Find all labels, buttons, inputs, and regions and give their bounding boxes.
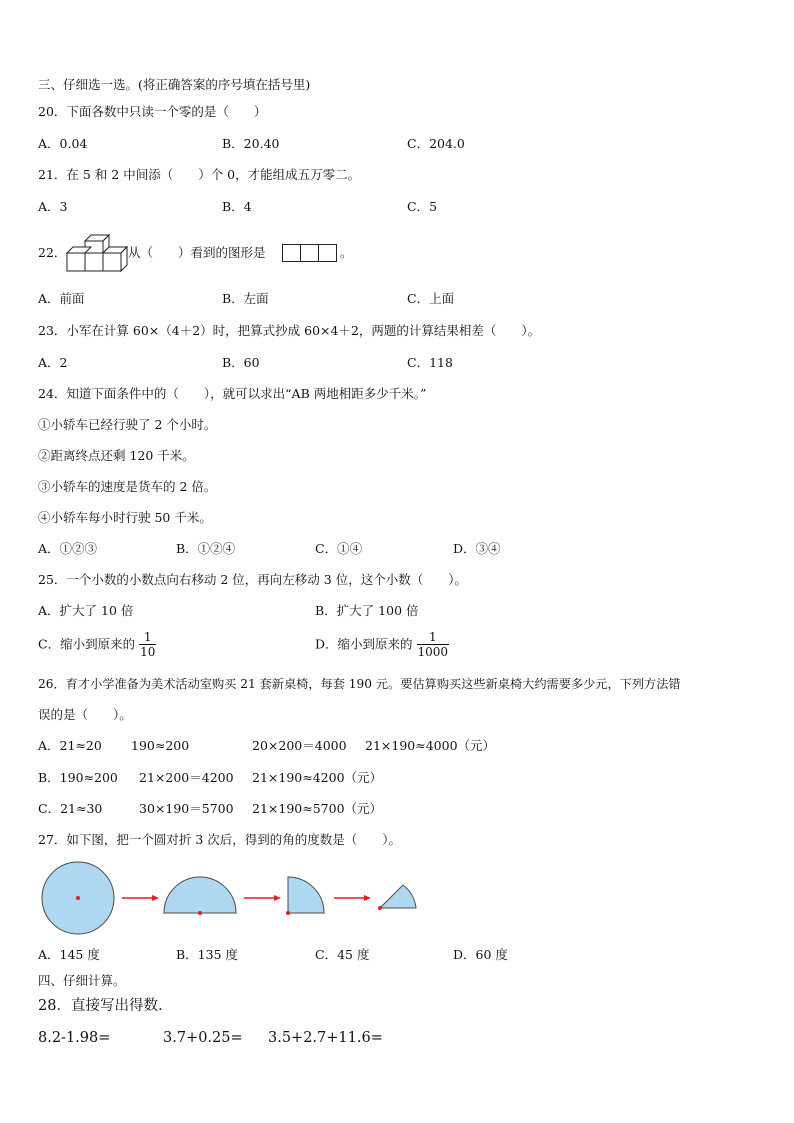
fraction-one-tenth <box>139 630 156 659</box>
q25-option-d[interactable] <box>315 630 449 659</box>
section-title-4: 四、仔细计算。 <box>38 973 126 988</box>
q26-c-part2: 30×190＝5700 <box>139 801 234 816</box>
q28-item-1: 8.2-1.98= <box>38 1030 111 1046</box>
question-24-stem: 24．知道下面条件中的（ ），就可以求出“AB 两地相距多少千米。” <box>38 386 427 401</box>
q20-option-a[interactable]: A．0.04 <box>38 136 88 151</box>
arrowhead-icon <box>152 895 159 901</box>
q27-option-b[interactable]: B．135 度 <box>176 947 239 962</box>
q26-a-part2: 190≈200 <box>131 738 190 753</box>
q24-option-c[interactable]: C．①④ <box>315 541 363 556</box>
section-title-3: 三、仔细选一选。(将正确答案的序号填在括号里) <box>38 77 311 92</box>
arrowhead-icon <box>364 895 371 901</box>
question-20-stem: 20．下面各数中只读一个零的是（ ） <box>38 104 267 119</box>
q21-option-b[interactable]: B．4 <box>222 199 252 214</box>
q24-condition-4: ④小轿车每小时行驶 50 千米。 <box>38 510 212 525</box>
question-22-stem: 从（ ）看到的图形是 <box>128 245 266 260</box>
center-dot <box>198 911 202 915</box>
q25-option-c-label: C．缩小到原来的 <box>38 636 136 652</box>
q27-option-a[interactable]: A．145 度 <box>38 947 100 962</box>
cube-stack-figure <box>67 233 127 275</box>
fraction-one-thousandth <box>417 630 450 659</box>
q23-option-a[interactable]: A．2 <box>38 355 68 370</box>
question-23-stem: 23．小军在计算 60×（4＋2）时，把算式抄成 60×4＋2，两题的计算结果相差（ ）。 <box>38 323 541 338</box>
q26-b-part2: 21×200＝4200 <box>139 770 234 785</box>
q24-condition-2: ②距离终点还剩 120 千米。 <box>38 448 195 463</box>
q26-c-part3: 21×190≈5700（元） <box>252 801 383 816</box>
q21-option-a[interactable]: A．3 <box>38 199 68 214</box>
q23-option-b[interactable]: B．60 <box>222 355 260 370</box>
q21-option-c[interactable]: C．5 <box>407 199 438 214</box>
question-27-stem: 27．如下图，把一个圆对折 3 次后，得到的角的度数是（ ）。 <box>38 832 402 847</box>
center-dot <box>286 911 290 915</box>
q24-condition-3: ③小轿车的速度是货车的 2 倍。 <box>38 479 217 494</box>
center-dot <box>76 896 80 900</box>
q22-option-c[interactable]: C．上面 <box>407 291 455 306</box>
arrowhead-icon <box>274 895 281 901</box>
half-circle-shape <box>164 877 236 913</box>
q27-option-c[interactable]: C．45 度 <box>315 947 370 962</box>
fraction-denominator: 10 <box>140 645 156 659</box>
q27-option-d[interactable]: D．60 度 <box>453 947 508 962</box>
q28-item-2: 3.7+0.25= <box>163 1030 243 1046</box>
q26-c-part1: C．21≈30 <box>38 801 103 816</box>
fraction-numerator: 1 <box>143 630 152 644</box>
q23-option-c[interactable]: C．118 <box>407 355 453 370</box>
fraction-denominator: 1000 <box>417 645 449 659</box>
q25-option-d-label: D．缩小到原来的 <box>315 636 413 652</box>
q25-option-a[interactable]: A．扩大了 10 倍 <box>38 603 134 618</box>
fraction-numerator: 1 <box>428 630 437 644</box>
q20-option-c[interactable]: C．204.0 <box>407 136 465 151</box>
q26-a-part3: 20×200＝4000 <box>252 738 347 753</box>
center-dot <box>378 906 382 910</box>
question-26-stem-line1: 26．育才小学准备为美术活动室购买 21 套新桌椅，每套 190 元。要估算购买这些新桌椅大约需要多少元，下列方法错 <box>38 677 681 691</box>
q26-a-part4: 21×190≈4000（元） <box>365 738 496 753</box>
question-22-number: 22． <box>38 245 67 260</box>
question-21-stem: 21．在 5 和 2 中间添（ ）个 0，才能组成五万零二。 <box>38 167 361 182</box>
quarter-circle-shape <box>288 877 324 913</box>
q24-option-a[interactable]: A．①②③ <box>38 541 98 556</box>
question-25-stem: 25．一个小数的小数点向右移动 2 位，再向左移动 3 位，这个小数（ ）。 <box>38 572 467 587</box>
view-shape-figure <box>282 244 338 262</box>
q24-option-d[interactable]: D．③④ <box>453 541 501 556</box>
q24-option-b[interactable]: B．①②④ <box>176 541 236 556</box>
q20-option-b[interactable]: B．20.40 <box>222 136 280 151</box>
q28-item-3: 3.5+2.7+11.6= <box>268 1030 383 1046</box>
q25-option-c[interactable] <box>38 630 156 659</box>
question-28-stem: 28．直接写出得数. <box>38 998 163 1014</box>
question-26-stem-line2: 误的是（ ）。 <box>38 707 132 722</box>
circle-folding-figure <box>38 862 420 936</box>
q26-b-part3: 21×190≈4200（元） <box>252 770 383 785</box>
q24-condition-1: ①小轿车已经行驶了 2 个小时。 <box>38 417 217 432</box>
eighth-circle-shape <box>380 885 416 908</box>
q22-option-b[interactable]: B．左面 <box>222 291 269 306</box>
q25-option-b[interactable]: B．扩大了 100 倍 <box>315 603 419 618</box>
question-22-end: 。 <box>340 245 353 260</box>
q22-option-a[interactable]: A．前面 <box>38 291 85 306</box>
q26-b-part1: B．190≈200 <box>38 770 118 785</box>
q26-a-part1: A．21≈20 <box>38 738 102 753</box>
